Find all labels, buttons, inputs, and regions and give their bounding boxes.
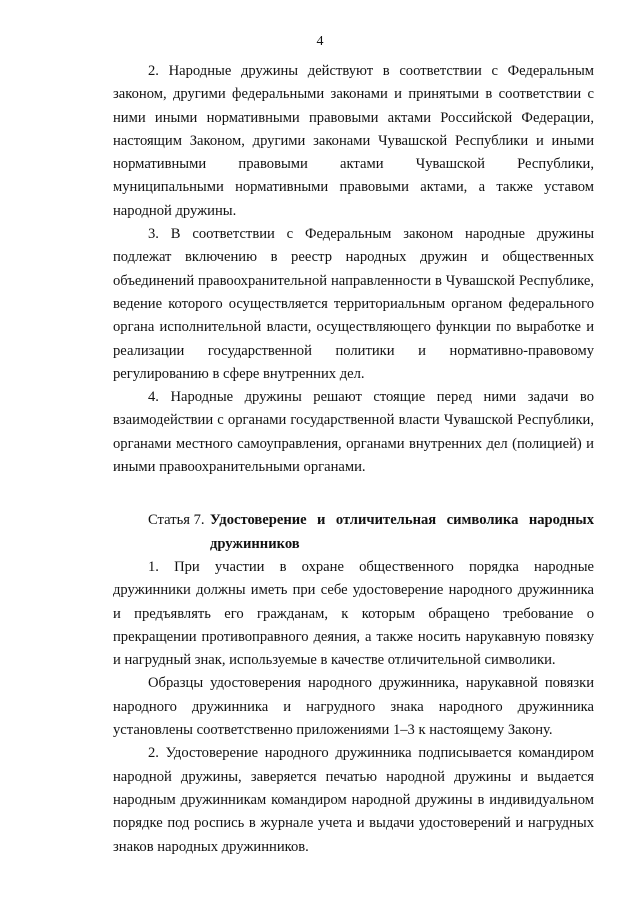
paragraph-item-4: 4. Народные дружины решают стоящие перед ними задачи во взаимодействии с органами государственной власти Чувашской Республики, органами местного самоуправления, органами внутренних дел (полицией) и иными правоохранительными органами. [113, 389, 594, 476]
article-paragraph-1: 1. При участии в охране общественного порядка народные дружинники должны иметь при себе удостоверение народного дружинника и предъявлять его гражданам, к которым обращено требование о прекращении противоправного деяния, а также носить нарукавную повязку и нагрудный знак, используемые в качестве отличительной символики. [113, 558, 594, 669]
document-body [113, 60, 594, 859]
article-number: Статья 7. [148, 512, 205, 529]
article-paragraph-samples: Образцы удостоверения народного дружинника, нарукавной повязки народного дружинника и нагрудного знака народного дружинника установлены соответственно приложениями 1–3 к настоящему Закону. [113, 675, 594, 739]
paragraph-item-2: 2. Народные дружины действуют в соответствии с Федеральным законом, другими федеральными законами и принятыми в соответствии с ними иными нормативными правовыми актами Российской Федерации, настоящим Законом, другими законами Чувашской Республики и иными нормативными правовыми актами Чувашской Республики, муниципальными нормативными правовыми актами, а также уставом народной дружины. [113, 63, 594, 219]
article-heading [113, 509, 594, 556]
article-title: Удостоверение и отличительная символика народных дружинников [210, 512, 594, 552]
spacer [113, 479, 594, 509]
page-number: 4 [316, 34, 324, 49]
article-paragraph-2: 2. Удостоверение народного дружинника подписывается командиром народной дружины, заверяется печатью народной дружины и выдается народным дружинникам командиром народной дружины в индивидуальном порядке под роспись в журнале учета и выдачи удостоверений и нагрудных знаков народных дружинников. [113, 745, 594, 855]
paragraph-item-3: 3. В соответствии с Федеральным законом народные дружины подлежат включению в реестр народных дружин и общественных объединений правоохранительной направленности в Чувашской Республике, ведение которого осуществляется территориальным органом федерального органа исполнительной власти, осуществляющего функции по выработке и реализации государственной политики и нормативно-правовому регулированию в сфере внутренних дел. [113, 226, 594, 382]
